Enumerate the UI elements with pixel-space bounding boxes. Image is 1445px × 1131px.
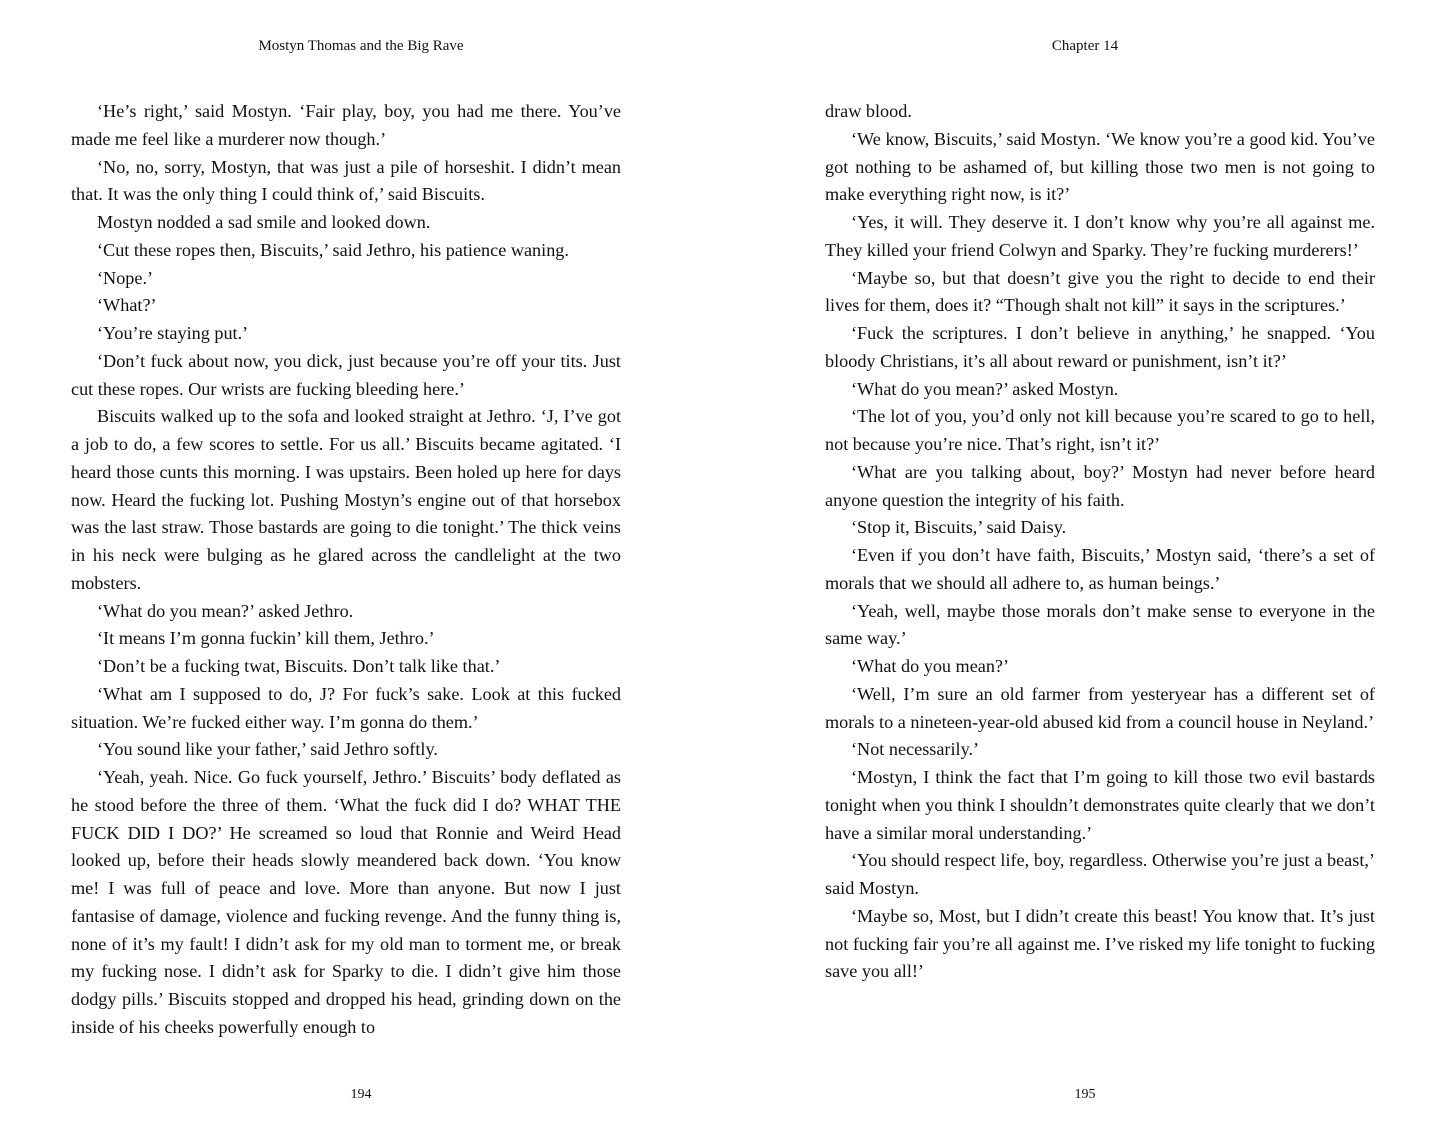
paragraph: ‘Well, I’m sure an old farmer from yesteryear has a different set of morals to a nineteen-year-old abused kid from a council house in Neyland.’ [825,683,1375,732]
continuation-paragraph: draw blood. [825,101,912,121]
paragraph: ‘Don’t be a fucking twat, Biscuits. Don’t talk like that.’ [97,656,501,676]
running-head-chapter: Chapter 14 [1051,38,1119,54]
paragraph: ‘You’re staying put.’ [97,323,249,343]
paragraph: ‘You should respect life, boy, regardless. Otherwise you’re just a beast,’ said Mostyn. [825,850,1375,898]
paragraph: ‘Maybe so, Most, but I didn’t create this beast! You know that. It’s just not fucking fair you’re all against me. I’ve risked my life tonight to fucking save you all!’ [825,905,1375,982]
paragraph: ‘Maybe so, but that doesn’t give you the right to decide to end their lives for them, does it? “Though shalt not kill” it says in the scriptures.’ [825,267,1375,316]
paragraph: Biscuits walked up to the sofa and looked straight at Jethro. ‘J, I’ve got a job to do, a few scores to settle. For us all.’ Biscuits became agitated. ‘I heard those cunts this morning. I was upstairs. Been holed up here for days now. Heard the fucking lot. Pushing Mostyn’s engine out of that horsebox was the last straw. Those bastards are going to die tonight.’ The thick veins in his neck were bulging as he glared across the candlelight at the two mobsters. [71,406,621,593]
paragraph: ‘What do you mean?’ [851,656,1010,676]
running-head-book-title: Mostyn Thomas and the Big Rave [258,38,464,54]
paragraph: ‘What?’ [97,295,157,316]
paragraph: ‘Yeah, yeah. Nice. Go fuck yourself, Jethro.’ Biscuits’ body deflated as he stood before the three of them. ‘What the fuck did I do? WHAT THE FUCK DID I DO?’ He screamed so loud that Ronnie and Weird Head looked up, before their heads slowly meandered back down. ‘You know me! I was full of peace and love. More than anyone. But now I just fantasise of damage, violence and fucking revenge. And the funny thing is, none of it’s my fault! I didn’t ask for my old man to torment me, or break my fucking nose. I didn’t ask for Sparky to die. I didn’t give him those dodgy pills.’ Biscuits stopped and dropped his head, grinding down on the inside of his cheeks powerfully enough to [71,767,621,1037]
paragraph: ‘It means I’m gonna fuckin’ kill them, Jethro.’ [97,628,435,649]
paragraph: ‘What am I supposed to do, J? For fuck’s sake. Look at this fucked situation. We’re fucked either way. I’m gonna do them.’ [71,683,621,732]
left-page [71,0,621,1131]
paragraph: ‘Cut these ropes then, Biscuits,’ said Jethro, his patience waning. [97,239,569,260]
paragraph: ‘Stop it, Biscuits,’ said Daisy. [851,517,1067,538]
page-number: 194 [350,1087,372,1102]
paragraph: ‘We know, Biscuits,’ said Mostyn. ‘We know you’re a good kid. You’ve got nothing to be ashamed of, but killing those two men is not going to make everything right now, is it?’ [825,128,1375,205]
paragraph: ‘Yes, it will. They deserve it. I don’t know why you’re all against me. They killed your friend Colwyn and Sparky. They’re fucking murderers!’ [825,212,1375,260]
paragraph: ‘No, no, sorry, Mostyn, that was just a pile of horseshit. I didn’t mean that. It was the only thing I could think of,’ said Biscuits. [71,156,621,205]
paragraph: ‘What do you mean?’ asked Jethro. [97,600,354,621]
paragraph: ‘Nope.’ [97,267,154,288]
paragraph: ‘Mostyn, I think the fact that I’m going to kill those two evil bastards tonight when you think I shouldn’t demonstrates quite clearly that we don’t have a similar moral understanding.’ [825,767,1375,843]
paragraph: ‘You sound like your father,’ said Jethro softly. [97,739,438,760]
paragraph: ‘What are you talking about, boy?’ Mostyn had never before heard anyone question the integrity of his faith. [825,461,1375,510]
right-page [825,0,1375,1131]
paragraph: ‘Not necessarily.’ [851,739,980,760]
paragraph: ‘What do you mean?’ asked Mostyn. [851,378,1119,399]
right-page-body [825,98,1375,986]
paragraph: ‘The lot of you, you’d only not kill because you’re scared to go to hell, not because you’re nice. That’s right, isn’t it?’ [825,406,1375,454]
page-number: 195 [1074,1087,1096,1102]
paragraph: ‘Fuck the scriptures. I don’t believe in anything,’ he snapped. ‘You bloody Christians, it’s all about reward or punishment, isn’t it?’ [825,323,1375,371]
paragraph: ‘Don’t fuck about now, you dick, just because you’re off your tits. Just cut these ropes. Our wrists are fucking bleeding here.’ [71,350,621,399]
paragraph: ‘Yeah, well, maybe those morals don’t make sense to everyone in the same way.’ [825,600,1375,649]
left-page-body [71,98,621,1042]
paragraph: ‘Even if you don’t have faith, Biscuits,’ Mostyn said, ‘there’s a set of morals that we should all adhere to, as human beings.’ [825,545,1375,593]
paragraph: Mostyn nodded a sad smile and looked down. [97,212,431,232]
paragraph: ‘He’s right,’ said Mostyn. ‘Fair play, boy, you had me there. You’ve made me feel like a murderer now though.’ [71,101,621,149]
